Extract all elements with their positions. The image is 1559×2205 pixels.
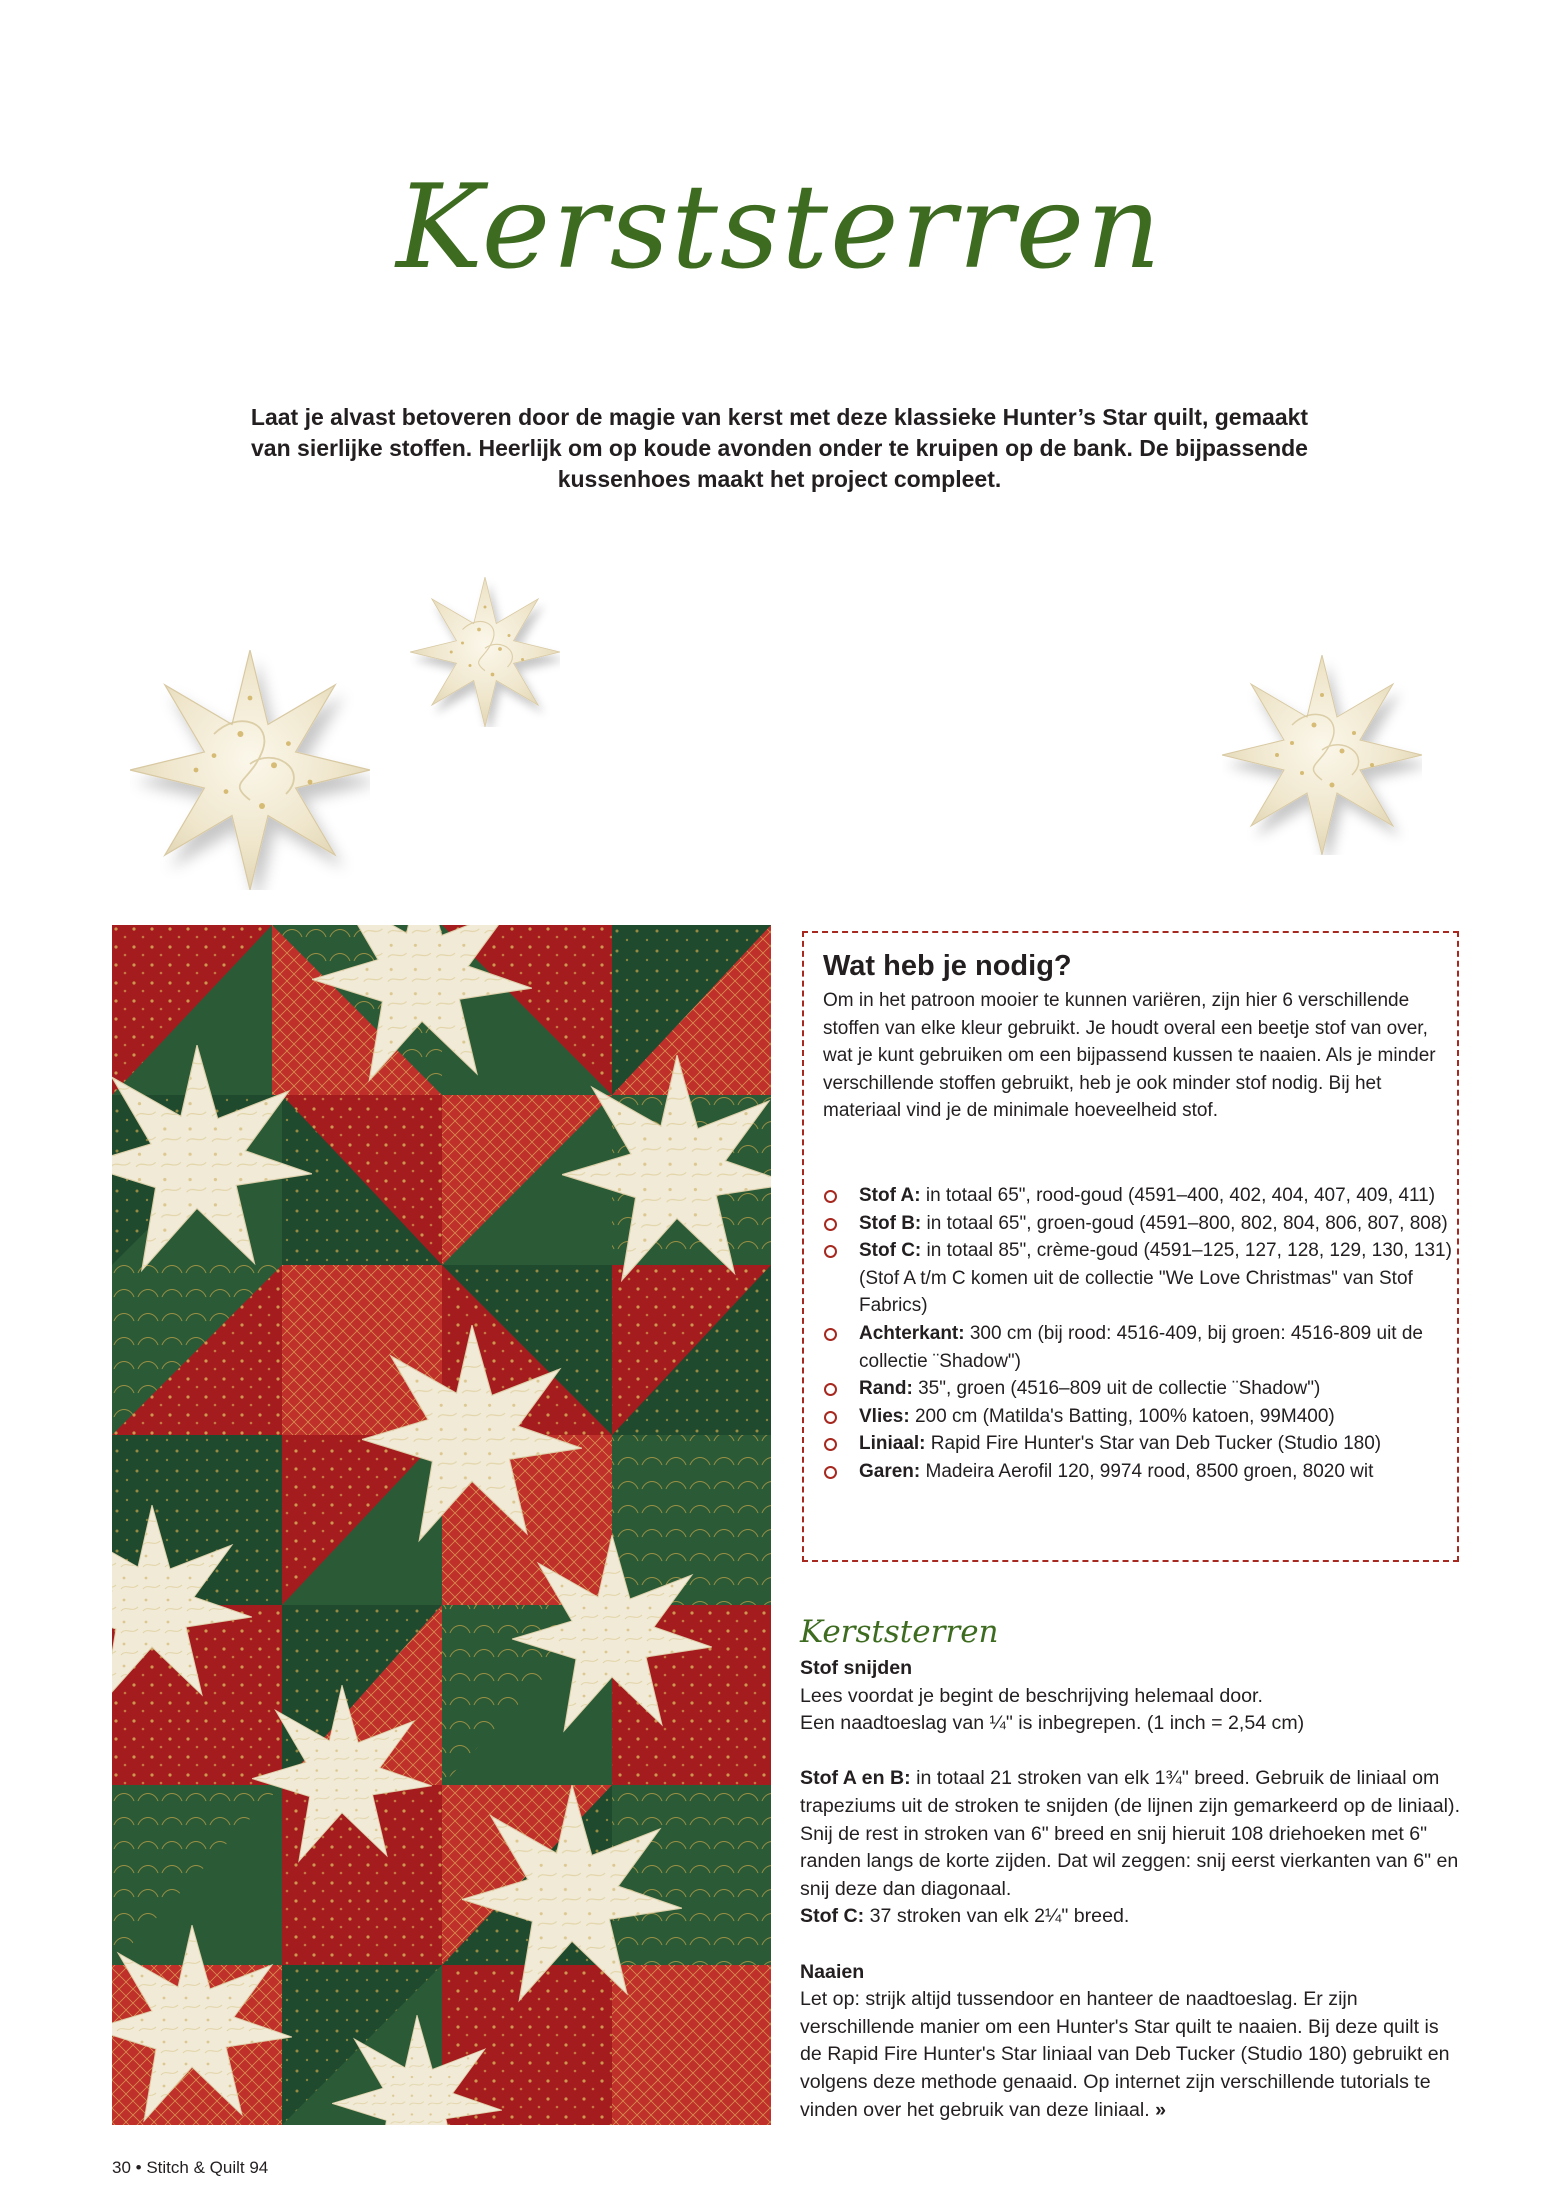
magazine-name: Stitch & Quilt 94: [146, 2158, 269, 2177]
fabric-c-paragraph: Stof C: 37 stroken van elk 2¼" breed.: [800, 1905, 1130, 1928]
intro-text: Laat je alvast betoveren door de magie van kerst met deze klassieke Hunter’s Star quilt, gemaakt van sierlijke stoffen. Heerlijk om op koude avonden onder te kruipen op de bank. De bijpassende kussenhoes maakt het project compleet.: [250, 404, 1309, 492]
decorative-star-left: [130, 650, 370, 890]
cutting-heading: Stof snijden: [800, 1657, 913, 1679]
material-item: Stof A: in totaal 65", rood-goud (4591–400, 402, 404, 407, 409, 411): [823, 1182, 1453, 1210]
circle-bullet-icon: [824, 1438, 837, 1451]
material-item: Achterkant: 300 cm (bij rood: 4516-409, bij groen: 4516-809 uit de collectie ¨Shadow"): [823, 1320, 1453, 1375]
material-item: Stof C: in totaal 85", crème-goud (4591–125, 127, 128, 129, 130, 131) (Stof A t/m C komen uit de collectie "We Love Christmas" van Stof Fabrics): [823, 1237, 1453, 1320]
cutting-line-1: Lees voordat je begint de beschrijving helemaal door.: [800, 1684, 1263, 1707]
decorative-star-right: [1222, 655, 1422, 855]
material-item: Garen: Madeira Aerofil 120, 9974 rood, 8500 groen, 8020 wit: [823, 1458, 1453, 1486]
materials-list: [823, 1182, 1453, 1486]
circle-bullet-icon: [824, 1218, 837, 1231]
materials-title: Wat heb je nodig?: [823, 950, 1072, 982]
material-item: Vlies: 200 cm (Matilda's Batting, 100% katoen, 99M400): [823, 1403, 1453, 1431]
continue-arrow-icon: »: [1155, 2098, 1167, 2121]
decorative-star-middle: [410, 577, 560, 727]
sewing-heading: Naaien: [800, 1960, 865, 1983]
circle-bullet-icon: [824, 1245, 837, 1258]
material-item: Rand: 35", groen (4516–809 uit de collectie ¨Shadow"): [823, 1375, 1453, 1403]
sewing-paragraph: Let op: strijk altijd tussendoor en hanteer de naadtoeslag. Er zijn verschillende manier om een Hunter's Star quilt te naaien. Bij deze quilt is de Rapid Fire Hunter's Star liniaal van Deb Tucker (Studio 180) gebruikt en volgens deze methode genaaid. Op internet zijn verschillende tutorials te vinden over het gebruik van deze liniaal. »: [800, 1988, 1450, 2121]
circle-bullet-icon: [824, 1383, 837, 1396]
material-item: Stof B: in totaal 65", groen-goud (4591–800, 802, 804, 806, 807, 808): [823, 1210, 1453, 1238]
page-number: 30: [112, 2158, 131, 2177]
quilt-photo: [112, 925, 771, 2125]
cutting-line-2: Een naadtoeslag van ¼" is inbegrepen. (1 inch = 2,54 cm): [800, 1712, 1305, 1735]
page-footer: [112, 2158, 268, 2178]
circle-bullet-icon: [824, 1328, 837, 1341]
materials-intro: Om in het patroon mooier te kunnen variëren, zijn hier 6 verschillende stoffen van elke kleur gebruikt. Je houdt overal een beetje stof van over, wat je kunt gebruiken om een bijpassend kussen te naaien. Als je minder verschillende stoffen gebruikt, heb je ook minder stof nodig. Bij het materiaal vind je de minimale hoeveelheid stof.: [823, 990, 1436, 1122]
circle-bullet-icon: [824, 1466, 837, 1479]
footer-separator: •: [135, 2158, 142, 2177]
circle-bullet-icon: [824, 1411, 837, 1424]
circle-bullet-icon: [824, 1190, 837, 1203]
fabric-ab-paragraph: Stof A en B: in totaal 21 stroken van elk 1¾" breed. Gebruik de liniaal om trapeziums uit de stroken te snijden (de lijnen zijn gemarkeerd op de liniaal). Snij de rest in stroken van 6" breed en snij hieruit 108 driehoeken met 6" randen langs de korte zijden. Dat wil zeggen: snij eerst vierkanten van 6" en snij deze dan diagonaal.: [800, 1767, 1461, 1900]
instructions: [800, 1655, 1465, 2124]
section-title: Kerststerren: [800, 1614, 999, 1650]
material-item: Liniaal: Rapid Fire Hunter's Star van Deb Tucker (Studio 180): [823, 1430, 1453, 1458]
page-title: Kerststerren: [396, 160, 1163, 295]
